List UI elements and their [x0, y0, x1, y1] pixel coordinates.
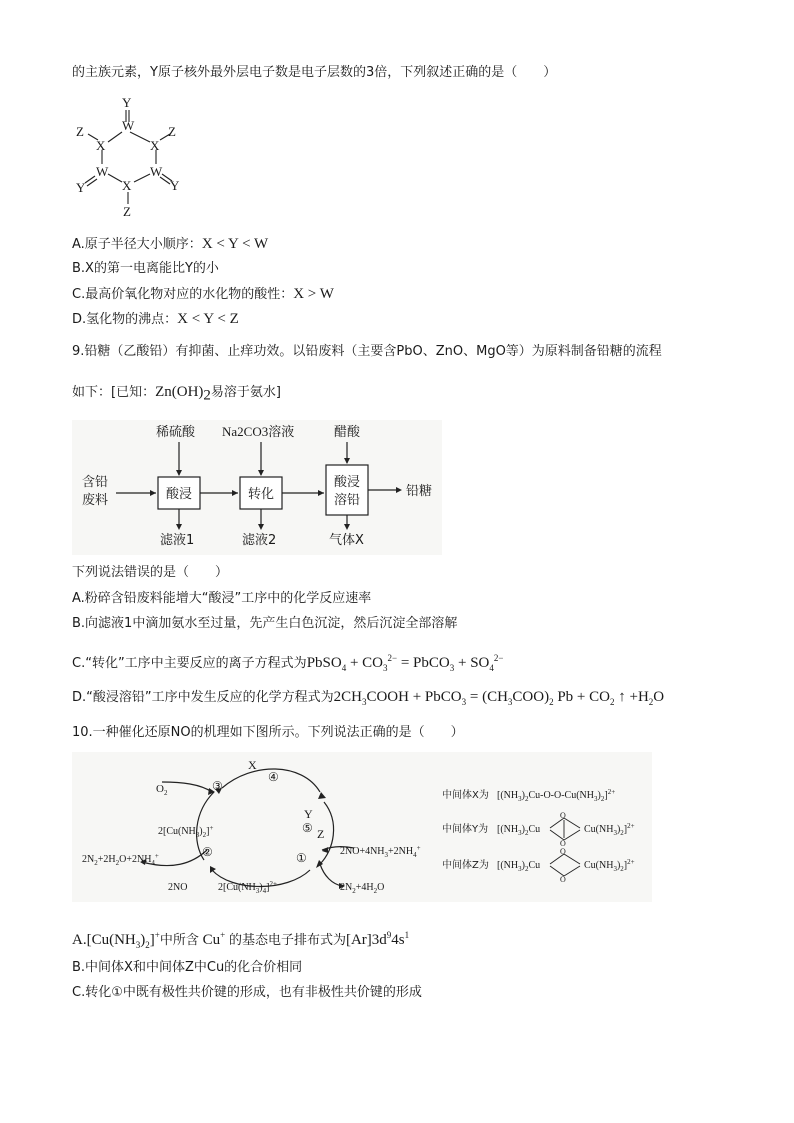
flow-output-gas-x: 气体X — [329, 533, 364, 548]
cycle-step-5: ⑤ — [302, 821, 313, 835]
flow-reagent-na2co3: Na2CO3溶液 — [222, 424, 295, 439]
flow-input-line-2: 废料 — [82, 493, 109, 508]
ring-atom-z-right: Z — [168, 124, 176, 139]
cycle-left-no: 2NO — [168, 882, 188, 893]
ring-atom-y-right: Y — [170, 178, 180, 193]
q8-option-d[interactable]: D.氢化物的沸点：X < Y < Z — [72, 311, 239, 327]
q9-option-b[interactable]: B.向滤液1中滴加氨水至过量，先产生白色沉淀，然后沉淀全部溶解 — [72, 616, 458, 631]
legend-x-formula: $[(NH_3)_2Cu-O-O-Cu(NH_3)_2]^{2+}$ — [497, 788, 616, 803]
legend-y-right: $Cu(NH_3)_2]^{2+}$ — [584, 822, 635, 837]
cycle-intermediate-x: X — [248, 758, 257, 772]
cycle-cu-nh3-4-2plus: $2[Cu(NH_3)_4]^{2+}$ — [218, 880, 277, 895]
process-flow-diagram — [72, 420, 442, 555]
ring-atom-y-left: Y — [76, 180, 86, 195]
cycle-step-4: ④ — [268, 770, 279, 784]
cycle-step-1: ① — [296, 851, 307, 865]
cycle-cu-nh3-2-plus: $2[Cu(NH_3)_2]^+$ — [158, 824, 214, 839]
cycle-o2: $O_2$ — [156, 783, 168, 797]
catalytic-cycle-diagram — [72, 752, 652, 902]
legend-y-o-top: O — [560, 811, 566, 820]
q8-option-b[interactable]: B.X的第一电离能比Y的小 — [72, 261, 219, 276]
ring-atom-w-left: W — [96, 164, 109, 179]
ring-atom-w-right: W — [150, 164, 163, 179]
legend-x-prefix: 中间体X为 — [442, 790, 489, 801]
flow-box-leach-line-1: 酸浸 — [334, 475, 361, 490]
flow-product-lead-sugar: 铅糖 — [406, 484, 433, 499]
ring-atom-x-bottom: X — [122, 178, 132, 193]
hexagonal-ring-structure — [72, 92, 192, 222]
cycle-intermediate-y: Y — [304, 807, 313, 821]
q9-option-d[interactable]: D.“酸浸溶铅”工序中发生反应的化学方程式为$2CH_3COOH$ + PbCO$_3$ = $(CH_3COO)_2$ $Pb + CO_2$ ↑ $+H_2O$ — [72, 689, 665, 707]
flow-input-line-1: 含铅 — [82, 475, 109, 490]
q8-option-a[interactable]: A.原子半径大小顺序：X < Y < W — [72, 236, 269, 252]
legend-y-left: [$(NH_3)_2Cu$ — [497, 824, 541, 837]
legend-z-prefix: 中间体Z为 — [442, 860, 489, 871]
flow-reagent-acetic-acid: 醋酸 — [334, 425, 361, 440]
cycle-step-2: ② — [202, 845, 213, 859]
legend-z-left: [$(NH_3)_2Cu$ — [497, 860, 541, 873]
cycle-step-3: ③ — [212, 779, 223, 793]
q9-option-c[interactable]: C.“转化”工序中主要反应的离子方程式为PbSO$_4$ + $CO_3^{2-}$ = PbCO$_3$ + $SO_4^{2-}$ — [72, 653, 504, 673]
cycle-left-products: $2N_2+2H_2O+2NH_4^+$ — [82, 852, 159, 867]
ring-atom-w-top: W — [122, 118, 135, 133]
ring-atom-x-left: X — [96, 138, 106, 153]
legend-z-right: $Cu(NH_3)_2]^{2+}$ — [584, 858, 635, 873]
cycle-intermediate-z: Z — [317, 827, 325, 841]
q9-stem-line-1: 9.铅糖（乙酸铅）有抑菌、止痒功效。以铅废料（主要含PbO、ZnO、MgO等）为原料制备铅糖的流程 — [72, 344, 662, 359]
legend-z-o-top: O — [560, 847, 566, 856]
q10-option-a[interactable]: $A.[Cu(NH_3)_2]^+$中所含 Cu+ 的基态电子排布式为$[Ar]3d^94s^1$ — [72, 930, 410, 950]
legend-y-prefix: 中间体Y为 — [442, 824, 489, 835]
flow-reagent-dilute-h2so4: 稀硫酸 — [156, 425, 196, 440]
flow-box-conversion: 转化 — [248, 487, 275, 502]
flow-output-filtrate-1: 滤液1 — [160, 533, 195, 548]
q8-option-c[interactable]: C.最高价氧化物对应的水化物的酸性：X > W — [72, 286, 334, 302]
flow-output-filtrate-2: 滤液2 — [242, 533, 277, 548]
ring-atom-z-left: Z — [76, 124, 84, 139]
cycle-right-products: $2N_2+4H_2O$ — [340, 882, 385, 895]
flow-box-leach-line-2: 溶铅 — [334, 493, 361, 508]
ring-atom-x-right: X — [150, 138, 160, 153]
flow-box-acid-leach: 酸浸 — [166, 487, 193, 502]
cycle-right-reactants: $2NO+4NH_3+2NH_4^+$ — [340, 844, 421, 859]
q8-stem-tail: 的主族元素，Y原子核外最外层电子数是电子层数的3倍，下列叙述正确的是（ ） — [72, 65, 557, 80]
q9-stem-line-2: 如下：[已知：$Zn(OH)_2$易溶于氨水] — [72, 384, 281, 404]
q10-option-b[interactable]: B.中间体X和中间体Z中Cu的化合价相同 — [72, 960, 303, 975]
q10-option-c[interactable]: C.转化①中既有极性共价键的形成，也有非极性共价键的形成 — [72, 985, 422, 1000]
q10-stem: 10.一种催化还原NO的机理如下图所示。下列说法正确的是（ ） — [72, 725, 464, 740]
q9-question: 下列说法错误的是（ ） — [72, 565, 229, 580]
legend-y-o-bottom: O — [560, 839, 566, 848]
ring-atom-z-bottom: Z — [123, 204, 131, 219]
q9-option-a[interactable]: A.粉碎含铅废料能增大“酸浸”工序中的化学反应速率 — [72, 591, 372, 606]
ring-atom-y-top: Y — [122, 95, 132, 110]
legend-z-o-bottom: O — [560, 875, 566, 884]
